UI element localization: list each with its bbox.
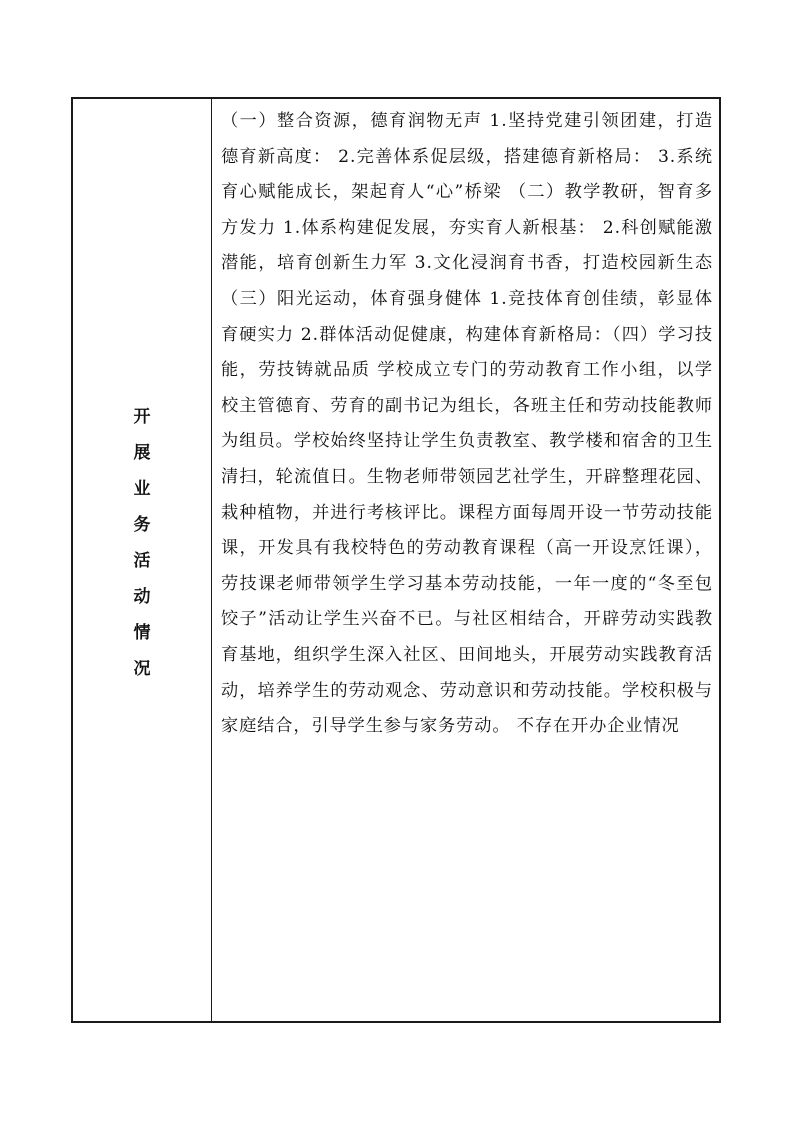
row-label-char: 业 [133, 479, 151, 499]
activity-table [71, 97, 721, 1023]
row-label-cell [73, 99, 211, 1021]
row-label-char: 展 [133, 443, 151, 463]
row-label-char: 活 [133, 551, 151, 571]
row-label-char: 动 [133, 587, 151, 607]
column-divider [211, 99, 212, 1021]
content-cell [221, 104, 713, 745]
row-label-char: 务 [133, 515, 151, 535]
row-label-char: 情 [133, 623, 151, 643]
activity-description: （一）整合资源，德育润物无声 1.坚持党建引领团建，打造德育新高度： 2.完善体系促层级，搭建德育新格局： 3.系统育心赋能成长，架起育人“心”桥梁 （二）教学教研，智育多方发力 1.体系构建促发展，夯实育人新根基： 2.科创赋能激潜能，培育创新生力军 3.文化浸润育书香，打造校园新生态 （三）阳光运动，体育强身健体 1.竞技体育创佳绩，彰显体育硬实力 2.群体活动促健康，构建体育新格局：（四）学习技能，劳技铸就品质 学校成立专门的劳动教育工作小组，以学校主管德育、劳育的副书记为组长，各班主任和劳动技能教师为组员。学校始终坚持让学生负责教室、教学楼和宿舍的卫生清扫，轮流值日。生物老师带领园艺社学生，开辟整理花园、栽种植物，并进行考核评比。课程方面每周开设一节劳动技能课，开发具有我校特色的劳动教育课程（高一开设烹饪课），劳技课老师带领学生学习基本劳动技能，一年一度的“冬至包饺子”活动让学生兴奋不已。与社区相结合，开辟劳动实践教育基地，组织学生深入社区、田间地头，开展劳动实践教育活动，培养学生的劳动观念、劳动意识和劳动技能。学校积极与家庭结合，引导学生参与家务劳动。 不存在开办企业情况 [221, 111, 713, 737]
row-label-char: 开 [133, 407, 151, 427]
row-label [73, 399, 211, 687]
row-label-char: 况 [133, 659, 151, 679]
